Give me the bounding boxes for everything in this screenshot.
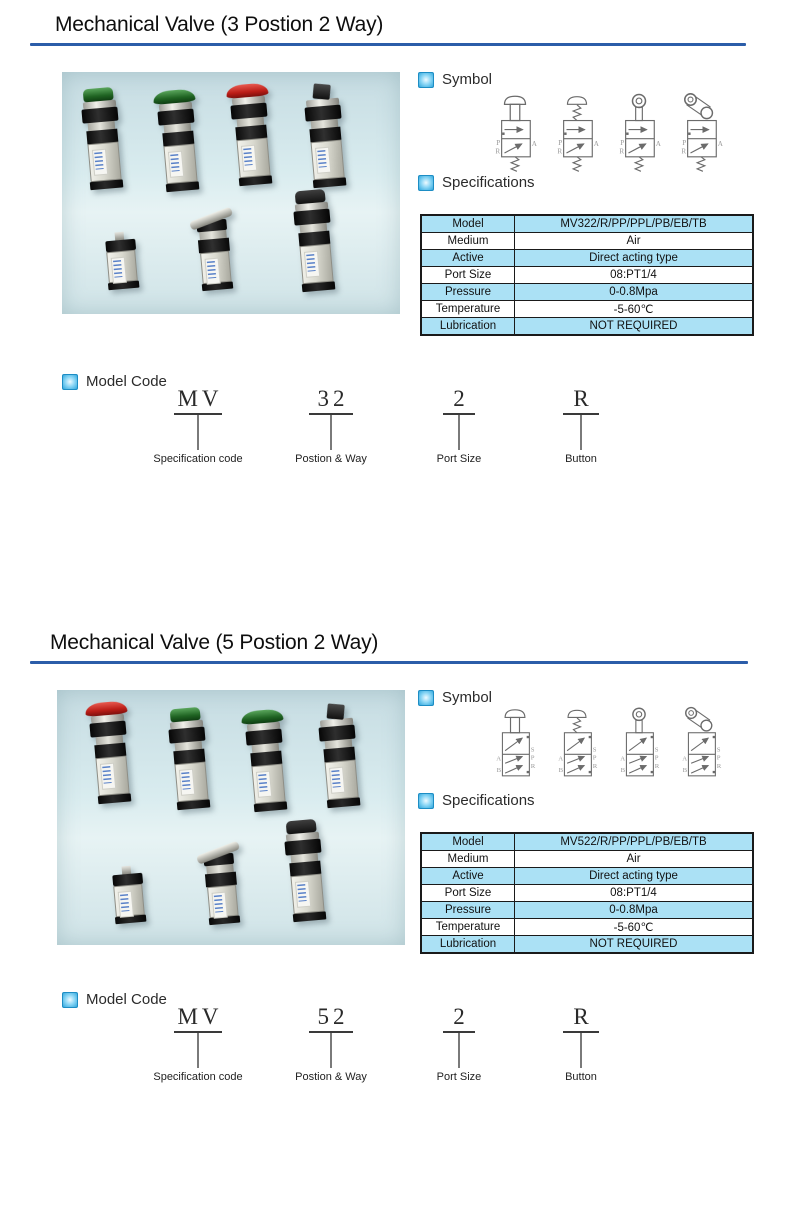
spec-value: Air <box>515 233 754 250</box>
spec-row-pressure <box>421 284 753 301</box>
valve-photo-green-mushroom <box>153 88 204 192</box>
spec-label: Port Size <box>421 267 515 284</box>
valve-body <box>290 874 324 915</box>
valve-body <box>106 250 138 283</box>
valve-photo-red-mushroom <box>226 82 277 186</box>
valve-symbol-push-button-icon <box>488 90 542 174</box>
spec-row-active <box>421 868 753 885</box>
model-code-label: Port Size <box>436 1071 482 1083</box>
symbol-header <box>418 689 492 706</box>
valve-body <box>310 140 344 181</box>
model-code-header-label: Model Code <box>86 373 167 390</box>
specifications-table-5-2 <box>420 832 754 954</box>
valve-photo-green-button <box>80 87 125 191</box>
symbol-header <box>418 71 492 88</box>
model-code-value: 32 <box>317 386 349 411</box>
symbol-header-label: Symbol <box>442 71 493 88</box>
product-photo-5-2 <box>57 690 405 945</box>
valve-symbol-roller-lever-icon <box>674 704 728 792</box>
valve-body <box>174 762 208 803</box>
section-marker-icon <box>418 72 434 88</box>
spec-value: Direct acting type <box>515 250 754 267</box>
spec-row-temperature <box>421 919 753 936</box>
model-code-header-label: Model Code <box>86 991 167 1008</box>
valve-body <box>236 138 270 179</box>
specifications-table-3-2 <box>420 214 754 336</box>
spec-label: Model <box>421 833 515 851</box>
spec-label: Temperature <box>421 301 515 318</box>
symbol-row-3-2 <box>488 90 728 174</box>
valve-photo-red-mushroom <box>85 700 136 804</box>
spec-value: NOT REQUIRED <box>515 318 754 336</box>
valve-photo-black-button <box>283 819 328 923</box>
specifications-header-label: Specifications <box>442 792 535 809</box>
spec-row-model <box>421 833 753 851</box>
specifications-header-label: Specifications <box>442 174 535 191</box>
valve-photo-roller-lever <box>196 846 246 926</box>
model-code-pointer-line <box>197 1033 199 1068</box>
valve-photo-plain <box>111 865 147 924</box>
valve-cap <box>326 703 344 719</box>
model-code-value: 2 <box>453 386 469 411</box>
title-underline <box>30 43 746 46</box>
valve-body <box>299 244 333 285</box>
model-code-label: Port Size <box>436 453 482 465</box>
product-photo-3-2 <box>62 72 400 314</box>
spec-label: Medium <box>421 851 515 868</box>
spec-value: -5-60℃ <box>515 919 754 936</box>
valve-photo-black-toggle <box>317 703 362 809</box>
valve-photo-black-toggle <box>303 83 348 189</box>
model-code-pointer-line <box>330 415 332 450</box>
spec-row-temperature <box>421 301 753 318</box>
valve-photo-black-button <box>292 189 337 293</box>
symbol-row-5-2 <box>488 704 728 792</box>
spec-row-port-size <box>421 885 753 902</box>
spec-label: Lubrication <box>421 936 515 954</box>
valve-body <box>324 760 358 801</box>
spec-value: MV522/R/PP/PPL/PB/EB/TB <box>515 833 754 851</box>
model-code-value: R <box>573 386 593 411</box>
spec-row-port-size <box>421 267 753 284</box>
model-code-value: MV <box>177 386 223 411</box>
model-code-pointer-line <box>580 415 582 450</box>
title-underline <box>30 661 748 664</box>
spec-value: Direct acting type <box>515 868 754 885</box>
spec-row-lubrication <box>421 318 753 336</box>
valve-body <box>113 884 145 917</box>
spec-value: 0-0.8Mpa <box>515 902 754 919</box>
valve-body <box>95 756 129 797</box>
spec-label: Active <box>421 868 515 885</box>
section-title-3-2: Mechanical Valve (3 Postion 2 Way) <box>55 13 384 36</box>
model-code-pointer-line <box>330 1033 332 1068</box>
spec-row-medium <box>421 851 753 868</box>
valve-photo-plain <box>104 231 140 290</box>
spec-label: Active <box>421 250 515 267</box>
model-code-value: MV <box>177 1004 223 1029</box>
spec-label: Pressure <box>421 284 515 301</box>
valve-body <box>163 144 197 185</box>
spec-label: Pressure <box>421 902 515 919</box>
valve-symbol-push-button-icon <box>488 704 542 792</box>
spec-value: 08:PT1/4 <box>515 267 754 284</box>
valve-body <box>200 251 232 284</box>
valve-body <box>251 764 285 805</box>
model-code-label: Postion & Way <box>295 453 367 465</box>
section-marker-icon <box>62 992 78 1008</box>
spec-value: 0-0.8Mpa <box>515 284 754 301</box>
model-code-label: Postion & Way <box>295 1071 367 1083</box>
specifications-header <box>418 174 535 191</box>
spec-label: Temperature <box>421 919 515 936</box>
model-code-label: Specification code <box>153 453 243 465</box>
spec-label: Medium <box>421 233 515 250</box>
spec-value: MV322/R/PP/PPL/PB/EB/TB <box>515 215 754 233</box>
section-marker-icon <box>418 793 434 809</box>
symbol-header-label: Symbol <box>442 689 493 706</box>
spec-value: NOT REQUIRED <box>515 936 754 954</box>
model-code-col-spec-code <box>123 386 273 465</box>
valve-symbol-spring-button-icon <box>550 90 604 174</box>
spec-row-active <box>421 250 753 267</box>
valve-photo-green-button <box>167 707 212 811</box>
spec-label: Lubrication <box>421 318 515 336</box>
spec-row-lubrication <box>421 936 753 954</box>
spec-value: -5-60℃ <box>515 301 754 318</box>
valve-symbol-roller-lever-icon <box>674 90 728 174</box>
model-code-col-button <box>506 1004 656 1083</box>
valve-body <box>87 142 121 183</box>
valve-symbol-roller-icon <box>612 90 666 174</box>
section-marker-icon <box>62 374 78 390</box>
valve-symbol-spring-button-icon <box>550 704 604 792</box>
section-title-5-2: Mechanical Valve (5 Postion 2 Way) <box>50 631 379 654</box>
valve-photo-green-mushroom <box>241 708 292 812</box>
model-code-label: Specification code <box>153 1071 243 1083</box>
model-code-pointer-line <box>458 415 460 450</box>
spec-row-pressure <box>421 902 753 919</box>
spec-value: 08:PT1/4 <box>515 885 754 902</box>
model-code-pointer-line <box>197 415 199 450</box>
valve-cap <box>312 83 330 99</box>
model-code-label: Button <box>565 1071 597 1083</box>
spec-value: Air <box>515 851 754 868</box>
spec-label: Model <box>421 215 515 233</box>
valve-photo-roller-lever <box>189 212 239 292</box>
valve-symbol-roller-icon <box>612 704 666 792</box>
model-code-pointer-line <box>580 1033 582 1068</box>
valve-body <box>207 885 239 918</box>
model-code-value: 2 <box>453 1004 469 1029</box>
model-code-value: R <box>573 1004 593 1029</box>
model-code-value: 52 <box>317 1004 349 1029</box>
spec-label: Port Size <box>421 885 515 902</box>
model-code-col-button <box>506 386 656 465</box>
section-marker-icon <box>418 690 434 706</box>
specifications-header <box>418 792 535 809</box>
section-marker-icon <box>418 175 434 191</box>
model-code-label: Button <box>565 453 597 465</box>
spec-row-model <box>421 215 753 233</box>
spec-row-medium <box>421 233 753 250</box>
model-code-pointer-line <box>458 1033 460 1068</box>
model-code-col-spec-code <box>123 1004 273 1083</box>
